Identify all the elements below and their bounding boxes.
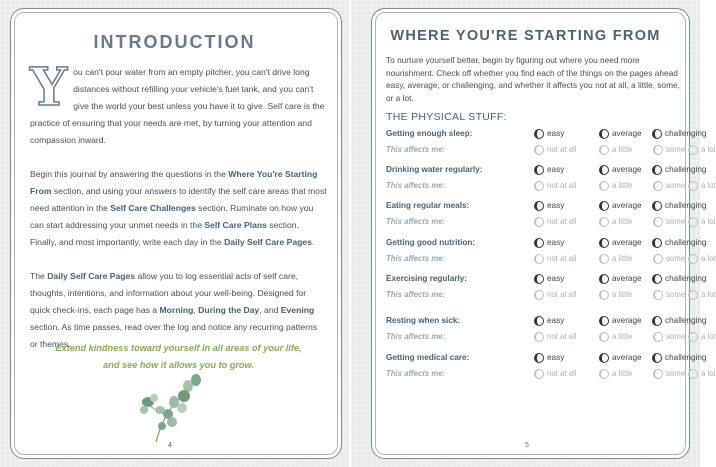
difficulty-option[interactable]	[534, 351, 564, 365]
text-span: Begin this journal by answering the questions in the	[30, 169, 229, 179]
section-heading: THE PHYSICAL STUFF:	[386, 111, 507, 123]
option-label: a little	[612, 290, 633, 299]
option-label: challenging	[665, 274, 707, 283]
item-label: Exercising regularly:	[386, 274, 467, 283]
checkbox-circle-icon[interactable]	[534, 165, 544, 175]
option-label: some	[666, 254, 686, 263]
affects-option[interactable]	[688, 252, 716, 266]
option-label: a little	[612, 369, 633, 378]
option-label: a little	[612, 181, 633, 190]
bold-term: Self Care Plans	[204, 220, 267, 230]
option-label: average	[612, 201, 642, 210]
checkbox-circle-icon[interactable]	[534, 274, 544, 284]
bold-term: Evening	[280, 305, 315, 315]
checkbox-circle-icon[interactable]	[652, 353, 662, 363]
checkbox-circle-icon[interactable]	[688, 369, 698, 379]
option-label: not at all	[547, 217, 577, 226]
affects-option[interactable]	[534, 330, 576, 344]
option-label: some	[666, 217, 686, 226]
option-label: average	[612, 353, 642, 362]
affects-option[interactable]	[653, 288, 685, 302]
affects-option[interactable]	[653, 179, 685, 193]
affects-label: This affects me:	[386, 181, 446, 190]
checkbox-circle-icon[interactable]	[599, 353, 609, 363]
affects-option[interactable]	[599, 288, 632, 302]
text-span: allow you to log essential acts of self care, thoughts, intentions, and information about your well-being. Designed for quick check-ins, each page has a	[30, 271, 307, 315]
checkbox-circle-icon[interactable]	[534, 201, 544, 211]
text-span: , and	[259, 305, 281, 315]
difficulty-option[interactable]	[652, 127, 706, 141]
page-number: 4	[168, 442, 172, 449]
difficulty-option[interactable]	[599, 351, 642, 365]
option-label: easy	[547, 165, 565, 174]
option-label: average	[612, 165, 642, 174]
checkbox-circle-icon[interactable]	[652, 165, 662, 175]
affects-option[interactable]	[599, 330, 632, 344]
paragraph-1	[30, 57, 327, 149]
difficulty-option[interactable]	[599, 199, 642, 213]
checkbox-circle-icon[interactable]	[599, 254, 609, 264]
text-span: ,	[193, 305, 199, 315]
checklist-item	[386, 272, 716, 302]
checkbox-circle-icon[interactable]	[653, 254, 663, 264]
item-label: Getting good nutrition:	[386, 238, 476, 247]
checkbox-circle-icon[interactable]	[534, 217, 544, 227]
affects-option[interactable]	[688, 215, 716, 229]
option-label: easy	[547, 274, 565, 283]
difficulty-option[interactable]	[599, 163, 642, 177]
checkbox-circle-icon[interactable]	[599, 290, 609, 300]
option-label: easy	[547, 353, 565, 362]
item-label: Getting enough sleep:	[386, 129, 473, 138]
difficulty-option[interactable]	[534, 236, 564, 250]
affects-option[interactable]	[534, 288, 576, 302]
intro-text: To nurture yourself better, begin by figuring out where you need more nourishment. Check off whether you find each of the things on the pages ahead easy, average, or challenging, and whether it affects you not at all, a little, some, or a lot.	[386, 55, 680, 103]
difficulty-option[interactable]	[534, 127, 564, 141]
checkbox-circle-icon[interactable]	[652, 129, 662, 139]
checkbox-circle-icon[interactable]	[534, 316, 544, 326]
bold-term: Daily Self Care Pages	[47, 271, 136, 281]
text-span: section, and using your answers to identify the self care areas that most need attention in the	[30, 186, 327, 213]
checkbox-circle-icon[interactable]	[653, 217, 663, 227]
difficulty-option[interactable]	[652, 236, 706, 250]
affects-option[interactable]	[653, 252, 685, 266]
checklist-item	[386, 236, 716, 266]
option-label: average	[612, 238, 642, 247]
checkbox-circle-icon[interactable]	[599, 238, 609, 248]
option-label: easy	[547, 316, 565, 325]
difficulty-option[interactable]	[652, 272, 706, 286]
checkbox-circle-icon[interactable]	[652, 316, 662, 326]
checkbox-circle-icon[interactable]	[688, 145, 698, 155]
checkbox-circle-icon[interactable]	[599, 129, 609, 139]
checkbox-circle-icon[interactable]	[599, 332, 609, 342]
option-label: challenging	[665, 316, 707, 325]
difficulty-option[interactable]	[652, 314, 706, 328]
checkbox-circle-icon[interactable]	[534, 290, 544, 300]
affects-label: This affects me:	[386, 217, 446, 226]
checkbox-circle-icon[interactable]	[653, 181, 663, 191]
option-label: challenging	[665, 201, 707, 210]
paragraph-2	[30, 166, 327, 251]
option-label: not at all	[547, 145, 577, 154]
affects-label: This affects me:	[386, 254, 446, 263]
checkbox-circle-icon[interactable]	[688, 332, 698, 342]
option-label: a lot	[701, 332, 716, 341]
affects-option[interactable]	[653, 330, 685, 344]
checkbox-circle-icon[interactable]	[599, 316, 609, 326]
affects-option[interactable]	[653, 215, 685, 229]
eucalyptus-sprig-icon	[138, 372, 208, 444]
option-label: some	[666, 181, 686, 190]
checkbox-circle-icon[interactable]	[688, 217, 698, 227]
bold-term: Where You're Starting From	[30, 169, 318, 196]
item-label: Resting when sick:	[386, 316, 461, 325]
difficulty-option[interactable]	[599, 127, 642, 141]
checkbox-circle-icon[interactable]	[534, 238, 544, 248]
option-label: a lot	[701, 181, 716, 190]
item-label: Drinking water regularly:	[386, 165, 483, 174]
affects-label: This affects me:	[386, 332, 446, 341]
option-label: average	[612, 316, 642, 325]
quote	[30, 340, 327, 374]
checkbox-circle-icon[interactable]	[653, 290, 663, 300]
affects-option[interactable]	[688, 367, 716, 381]
checkbox-circle-icon[interactable]	[652, 274, 662, 284]
checkbox-circle-icon[interactable]	[688, 181, 698, 191]
affects-option[interactable]	[599, 367, 632, 381]
difficulty-option[interactable]	[534, 163, 564, 177]
checklist-item	[386, 127, 716, 157]
option-label: some	[666, 290, 686, 299]
difficulty-option[interactable]	[652, 163, 706, 177]
checkbox-circle-icon[interactable]	[652, 201, 662, 211]
difficulty-option[interactable]	[534, 314, 564, 328]
difficulty-option[interactable]	[534, 199, 564, 213]
option-label: a little	[612, 217, 633, 226]
affects-option[interactable]	[599, 215, 632, 229]
text-span: section. Ruminate on how you can start addressing your unmet needs in the	[30, 203, 314, 230]
bold-term: Self Care Challenges	[110, 203, 196, 213]
checklist-item	[386, 163, 716, 193]
paragraph-1-text: ou can't pour water from an empty pitcher, you can't drive long distances without refilling your vehicle's fuel tank, and you can't give the world your best unless you have it to give. Self care is the practice of ensuring that your needs are met, by turning your attention and compassion inward.	[30, 67, 325, 145]
option-label: easy	[547, 201, 565, 210]
checkbox-circle-icon[interactable]	[534, 332, 544, 342]
text-span: .	[312, 237, 315, 247]
affects-option[interactable]	[688, 143, 716, 157]
right-page	[351, 0, 716, 467]
checkbox-circle-icon[interactable]	[599, 181, 609, 191]
page-number: 5	[525, 442, 529, 449]
option-label: a lot	[701, 217, 716, 226]
checkbox-circle-icon[interactable]	[599, 217, 609, 227]
text-span: section. Finally, and most importantly, write each day in the	[30, 220, 299, 247]
affects-option[interactable]	[653, 143, 685, 157]
bold-term: During the Day	[198, 305, 260, 315]
option-label: average	[612, 274, 642, 283]
left-page	[0, 0, 349, 467]
checkbox-circle-icon[interactable]	[534, 129, 544, 139]
checkbox-circle-icon[interactable]	[534, 353, 544, 363]
difficulty-option[interactable]	[652, 199, 706, 213]
option-label: a lot	[701, 290, 716, 299]
option-label: easy	[547, 238, 565, 247]
affects-option[interactable]	[599, 252, 632, 266]
option-label: a lot	[701, 145, 716, 154]
option-label: challenging	[665, 129, 707, 138]
option-label: not at all	[547, 181, 577, 190]
affects-label: This affects me:	[386, 290, 446, 299]
affects-option[interactable]	[599, 179, 632, 193]
option-label: a lot	[701, 369, 716, 378]
affects-option[interactable]	[688, 288, 716, 302]
checkbox-circle-icon[interactable]	[688, 290, 698, 300]
option-label: challenging	[665, 238, 707, 247]
option-label: some	[666, 332, 686, 341]
text-span: The	[30, 271, 48, 281]
option-label: not at all	[547, 332, 577, 341]
checkbox-circle-icon[interactable]	[534, 181, 544, 191]
affects-option[interactable]	[534, 143, 576, 157]
difficulty-option[interactable]	[652, 351, 706, 365]
option-label: some	[666, 145, 686, 154]
affects-option[interactable]	[688, 179, 716, 193]
bold-term: Morning	[159, 305, 194, 315]
affects-option[interactable]	[534, 179, 576, 193]
intro-body	[30, 57, 327, 370]
option-label: not at all	[547, 369, 577, 378]
checkbox-circle-icon[interactable]	[534, 369, 544, 379]
checklist-item	[386, 351, 716, 381]
difficulty-option[interactable]	[534, 272, 564, 286]
checkbox-circle-icon[interactable]	[599, 165, 609, 175]
affects-option[interactable]	[653, 367, 685, 381]
affects-option[interactable]	[688, 330, 716, 344]
checkbox-circle-icon[interactable]	[599, 369, 609, 379]
option-label: easy	[547, 129, 565, 138]
affects-label: This affects me:	[386, 145, 446, 154]
checkbox-circle-icon[interactable]	[652, 238, 662, 248]
drop-cap: Y	[30, 57, 68, 118]
checkbox-circle-icon[interactable]	[653, 332, 663, 342]
quote-line-2: and see how it allows you to grow.	[103, 360, 254, 370]
item-label: Getting medical care:	[386, 353, 470, 362]
option-label: challenging	[665, 353, 707, 362]
checkbox-circle-icon[interactable]	[599, 145, 609, 155]
option-label: some	[666, 369, 686, 378]
item-label: Eating regular meals:	[386, 201, 470, 210]
page-title: WHERE YOU'RE STARTING FROM	[390, 28, 661, 44]
checkbox-circle-icon[interactable]	[688, 254, 698, 264]
difficulty-option[interactable]	[599, 236, 642, 250]
text-span: section. As time passes, read over the log and notice any recurring patterns or themes.	[30, 322, 318, 349]
option-label: a little	[612, 145, 633, 154]
option-label: challenging	[665, 165, 707, 174]
checkbox-circle-icon[interactable]	[534, 254, 544, 264]
option-label: a little	[612, 254, 633, 263]
checkbox-circle-icon[interactable]	[599, 201, 609, 211]
bold-term: Daily Self Care Pages	[224, 237, 312, 247]
affects-option[interactable]	[534, 215, 576, 229]
checkbox-circle-icon[interactable]	[534, 145, 544, 155]
checkbox-circle-icon[interactable]	[653, 369, 663, 379]
checkbox-circle-icon[interactable]	[653, 145, 663, 155]
option-label: not at all	[547, 254, 577, 263]
affects-option[interactable]	[534, 252, 576, 266]
difficulty-option[interactable]	[599, 314, 642, 328]
option-label: a lot	[701, 254, 716, 263]
affects-option[interactable]	[599, 143, 632, 157]
affects-label: This affects me:	[386, 369, 446, 378]
option-label: average	[612, 129, 642, 138]
checklist-item	[386, 314, 716, 344]
option-label: a little	[612, 332, 633, 341]
checkbox-circle-icon[interactable]	[599, 274, 609, 284]
option-label: not at all	[547, 290, 577, 299]
checklist-item	[386, 199, 716, 229]
difficulty-option[interactable]	[599, 272, 642, 286]
quote-line-1: Extend kindness toward yourself in all areas of your life,	[55, 343, 302, 353]
affects-option[interactable]	[534, 367, 576, 381]
page-title: INTRODUCTION	[93, 32, 256, 52]
